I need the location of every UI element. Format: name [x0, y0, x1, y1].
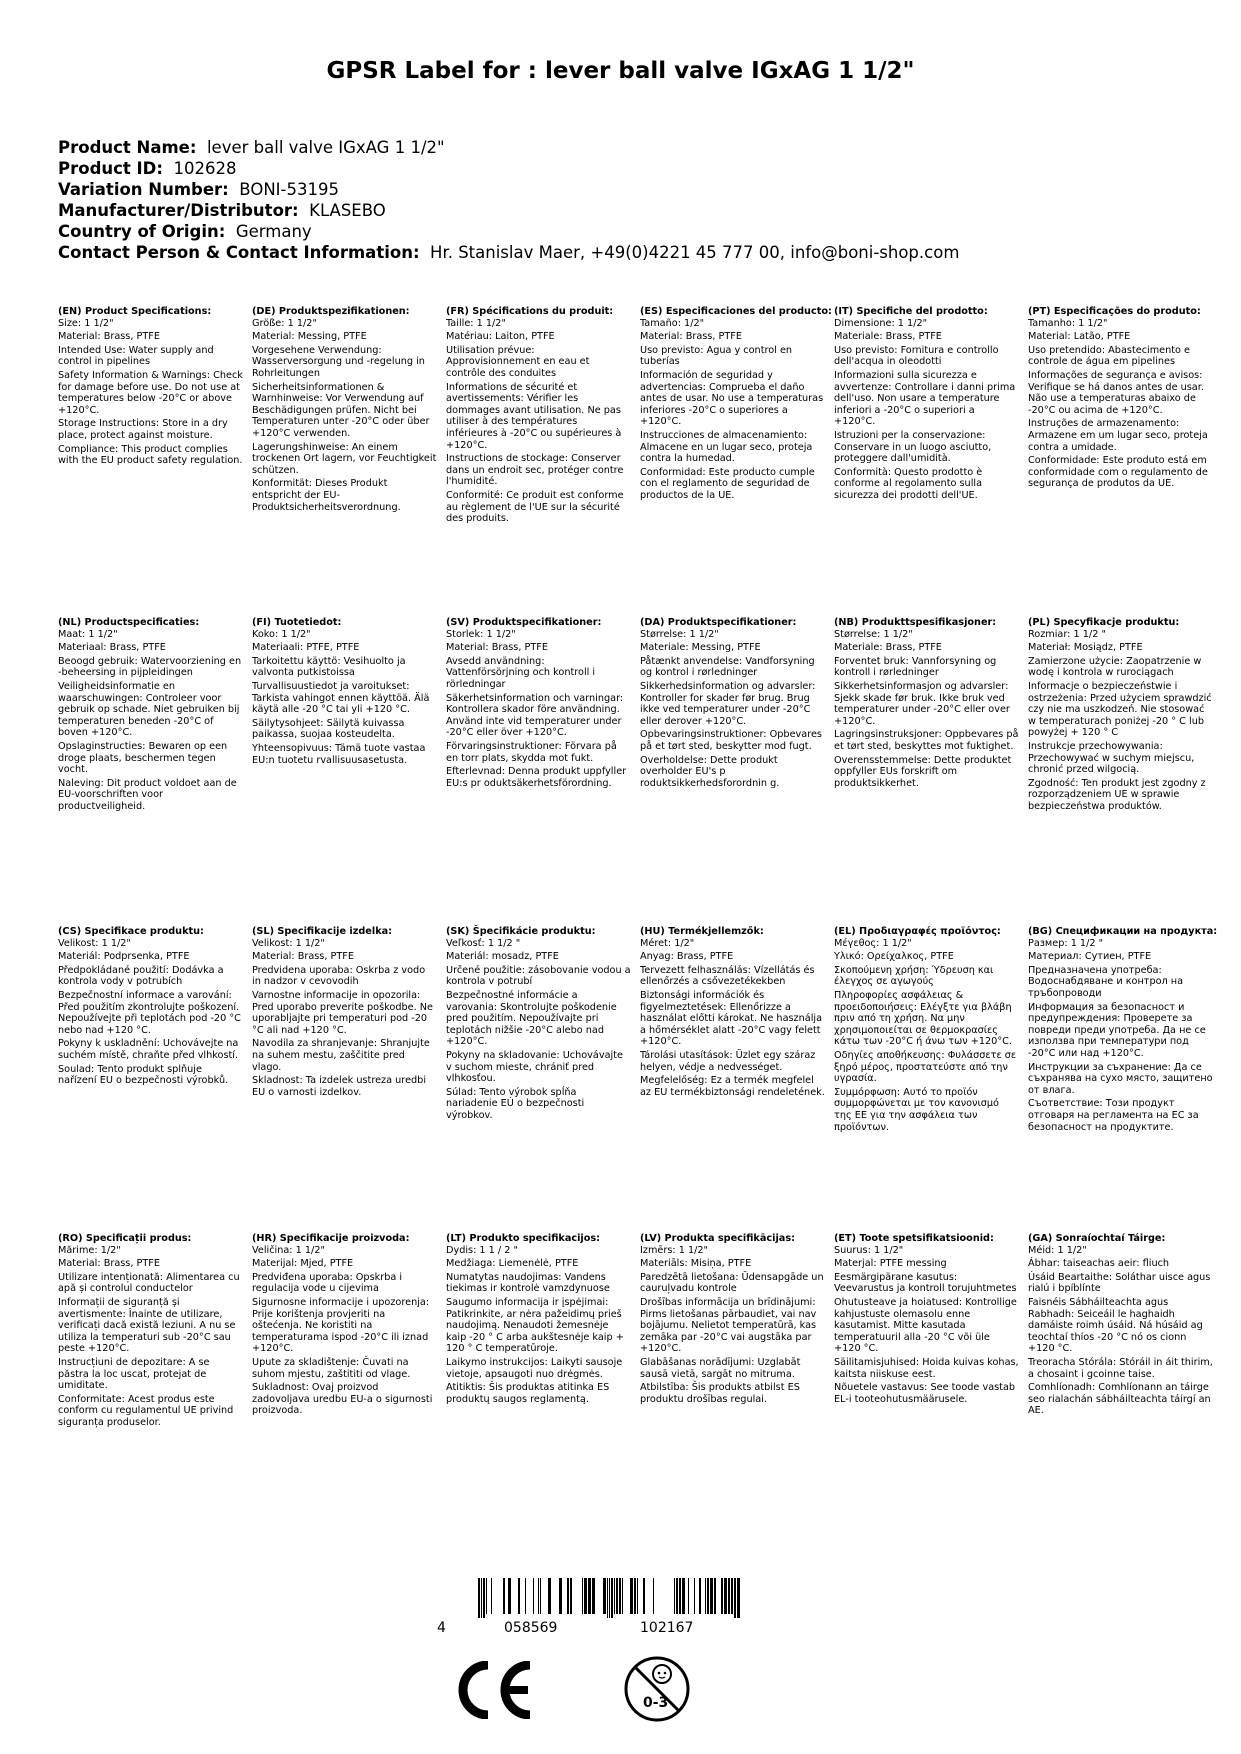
spec-section [252, 1233, 437, 1419]
page-title: GPSR Label for : lever ball valve IGxAG 1 1/2" [326, 58, 915, 84]
barcode-first-digit: 4 [437, 1620, 446, 1636]
spec-line: Zamierzone użycie: Zaopatrzenie w wodę i kontrola w rurociągach [1028, 655, 1202, 679]
spec-section [640, 306, 832, 504]
info-value: lever ball valve IGxAG 1 1/2" [206, 138, 445, 157]
spec-line: Megfelelőség: Ez a termék megfelel az EU termékbiztonsági rendeletének. [640, 1075, 825, 1098]
spec-section [1028, 617, 1213, 815]
spec-line: Suurus: 1 1/2" [834, 1244, 904, 1256]
info-label: Product Name: [58, 138, 197, 157]
spec-line: Paredzētā lietošana: Ūdensapgāde un cauruļvadu kontrole [640, 1271, 824, 1295]
spec-line: Bezpečnostné informácie a varovania: Skontrolujte poškodenie pred použitím. Nepoužívajte pri teplotách nižšie -20°C alebo nad +120°C. [446, 989, 617, 1048]
spec-heading: (BG) Спецификации на продукта: [1028, 926, 1218, 937]
spec-line: Beoogd gebruik: Watervoorziening en -beheersing in pijpleidingen [58, 655, 242, 679]
info-label: Manufacturer/Distributor: [58, 201, 299, 220]
spec-line: Размер: 1 1/2 " [1028, 937, 1104, 949]
spec-section [1028, 926, 1218, 1135]
spec-line: Materiāls: Misiņa, PTFE [640, 1258, 752, 1270]
spec-heading: (FR) Spécifications du produit: [446, 306, 614, 317]
spec-section [58, 306, 243, 469]
spec-heading: (IT) Specifiche del prodotto: [834, 306, 988, 317]
spec-line: Navodila za shranjevanje: Shranjujte na suhem mestu, zaščitite pred vlago. [252, 1038, 430, 1073]
spec-line: Upute za skladištenje: Čuvati na suhom mjestu, zaštititi od vlage. [252, 1356, 411, 1380]
spec-line: Konformität: Dieses Produkt entspricht der EU-Produktsicherheitsverordnung. [252, 478, 401, 513]
spec-line: Materijal: Mjed, PTFE [252, 1258, 354, 1270]
spec-line: Säilitamisjuhised: Hoida kuivas kohas, kaitsta niiskuse eest. [834, 1356, 1019, 1380]
spec-line: Velikost: 1 1/2" [252, 937, 325, 949]
spec-line: Materiál: mosadz, PTFE [446, 951, 559, 963]
spec-line: Pokyny na skladovanie: Uchovávajte v suchom mieste, chrániť pred vlhkosťou. [446, 1049, 623, 1085]
spec-line: Säkerhetsinformation och varningar: Kontrollera skador före användning. Använd inte vid temperaturer under -20°C eller över +120°C. [446, 692, 624, 739]
info-row [58, 200, 959, 221]
spec-line: Sikkerhetsinformasjon og advarsler: Sjekk skade før bruk. Ikke bruk ved temperaturer under -20°C eller over +120°C. [834, 680, 1010, 727]
spec-line: Tarkoitettu käyttö: Vesihuolto ja valvonta putkistoissa [252, 655, 406, 679]
spec-section [58, 1233, 243, 1431]
spec-line: Eesmärgipärane kasutus: Veevarustus ja kontroll torujuhtmetes [834, 1271, 1017, 1295]
spec-line: Material: Brass, PTFE [58, 331, 160, 343]
spec-line: Storage Instructions: Store in a dry place, protect against moisture. [58, 418, 228, 441]
spec-line: Pokyny k uskladnění: Uchovávejte na suchém místě, chraňte před vlhkostí. [58, 1038, 239, 1061]
spec-section [640, 1233, 825, 1407]
spec-line: Informații de siguranță și avertismente: Înainte de utilizare, verificați dacă există leziuni. A nu se utiliza la temperaturi sub -20°C sau peste +120°C. [58, 1296, 236, 1355]
spec-line: Dimensione: 1 1/2" [834, 317, 928, 329]
spec-line: Ábhar: taiseachas aeir: fliuch [1028, 1258, 1170, 1270]
spec-line: Méret: 1/2" [640, 937, 695, 949]
spec-line: Medžiaga: Liemenėlė, PTFE [446, 1258, 579, 1270]
spec-line: Sigurnosne informacije i upozorenja: Prije korištenja provjeriti na oštećenja. Ne koristiti na temperaturama ispod -20°C ili iznad +120°C. [252, 1296, 430, 1355]
spec-line: Υλικό: Ορείχαλκος, PTFE [834, 951, 954, 963]
spec-line: Safety Information & Warnings: Check for damage before use. Do not use at temperatures below -20°C or above +120°C. [58, 369, 243, 416]
spec-line: Taille: 1 1/2" [446, 317, 506, 329]
spec-heading: (NL) Productspecificaties: [58, 617, 200, 628]
spec-line: Tervezett felhasználás: Vízellátás és ellenőrzés a csővezetékekben [640, 964, 815, 988]
info-row [58, 242, 959, 263]
spec-section [58, 926, 243, 1089]
spec-line: Opslaginstructies: Bewaren op een droge plaats, beschermen tegen vocht. [58, 740, 228, 776]
spec-line: Material: Brass, PTFE [446, 642, 548, 654]
spec-heading: (EL) Προδιαγραφές προϊόντος: [834, 926, 1001, 937]
spec-line: Conformidad: Este producto cumple con el reglamento de seguridad de productos de la UE. [640, 466, 815, 501]
spec-line: Größe: 1 1/2" [252, 317, 317, 329]
spec-line: Súlad: Tento výrobok spĺňa nariadenie EÚ o bezpečnosti výrobkov. [446, 1086, 585, 1121]
spec-line: Drošības informācija un brīdinājumi: Pirms lietošanas pārbaudiet, vai nav bojājumu. Nelietot temperatūrā, kas zemāka par -20°C vai augstāka par +120°C. [640, 1296, 817, 1355]
spec-line: Conformità: Questo prodotto è conforme al regolamento sulla sicurezza dei prodotti dell'UE. [834, 466, 983, 501]
spec-line: Instrucciones de almacenamiento: Almacene en un lugar seco, proteja contra la humedad. [640, 429, 813, 465]
spec-line: Faisnéis Sábháilteachta agus Rabhadh: Seiceáil le haghaidh damáiste roimh úsáid. Ná húsáid ag teochtaí thíos -20 °C nó os cionn +120 °C. [1028, 1296, 1203, 1355]
spec-line: Intended Use: Water supply and control in pipelines [58, 344, 214, 368]
spec-line: Størrelse: 1 1/2" [834, 628, 913, 640]
spec-heading: (SL) Specifikacije izdelka: [252, 926, 393, 937]
spec-line: Sikkerhedsinformation og advarsler: Kontroller for skader før brug. Brug ikke ved temperaturer under -20°C eller derover +120°C. [640, 680, 816, 727]
spec-line: Numatytas naudojimas: Vandens tiekimas ir kontrolė vamzdynuose [446, 1271, 610, 1295]
spec-line: Størrelse: 1 1/2" [640, 628, 719, 640]
spec-line: Informacje o bezpieczeństwie i ostrzeżenia: Przed użyciem sprawdzić czy nie ma uszkodzeń. Nie stosować w temperaturach poniżej -20 ° C lub powyżej + 120 ° C [1028, 680, 1212, 739]
spec-section [252, 617, 437, 768]
info-value: Hr. Stanislav Maer, +49(0)4221 45 777 00, info@boni-shop.com [430, 243, 960, 262]
spec-line: Säilytysohjeet: Säilytä kuivassa paikassa, suojaa kosteudelta. [252, 717, 405, 741]
spec-line: Určené použitie: zásobovanie vodou a kontrola v potrubí [446, 964, 631, 988]
spec-section [252, 926, 437, 1100]
info-row [58, 179, 959, 200]
spec-line: Tamanho: 1 1/2" [1028, 317, 1108, 329]
spec-line: Uso pretendido: Abastecimento e controle de água em pipelines [1028, 344, 1191, 368]
spec-line: Informações de segurança e avisos: Verifique se há danos antes de usar. Não use a temperaturas abaixo de -20°C ou acima de +120°C. [1028, 369, 1204, 416]
spec-line: Μέγεθος: 1 1/2" [834, 937, 912, 949]
spec-line: Utilizare intenționată: Alimentarea cu apă și controlul conductelor [58, 1271, 240, 1295]
spec-line: Tamaño: 1/2" [640, 317, 705, 329]
spec-line: Maat: 1 1/2" [58, 628, 118, 640]
spec-line: Predvidena uporaba: Oskrba z vodo in nadzor v cevovodih [252, 964, 426, 988]
spec-line: Laikymo instrukcijos: Laikyti sausoje vietoje, apsaugoti nuo drėgmės. [446, 1356, 623, 1380]
spec-heading: (RO) Specificații produs: [58, 1233, 192, 1244]
spec-line: Materiál: Podprsenka, PTFE [58, 951, 190, 963]
spec-section [640, 617, 825, 791]
info-label: Country of Origin: [58, 222, 226, 241]
spec-section [446, 306, 631, 527]
spec-line: Yhteensopivuus: Tämä tuote vastaa EU:n tuotetu rvallisuusasetusta. [252, 742, 426, 766]
spec-heading: (ES) Especificaciones del producto: [640, 306, 832, 317]
spec-line: Conformidade: Este produto está em conformidade com o regulamento de segurança de produtos da UE. [1028, 455, 1208, 490]
spec-line: Materiale: Brass, PTFE [834, 331, 942, 343]
spec-line: Veľkosť: 1 1/2 " [446, 937, 521, 949]
spec-line: Efterlevnad: Denna produkt uppfyller EU:s pr oduktsäkerhetsförordning. [446, 766, 627, 789]
spec-line: Saugumo informacija ir įspėjimai: Patikrinkite, ar nėra pažeidimų prieš naudojimą. Nenaudoti žemesnėje kaip -20 ° C arba aukštesnėje kaip + 120 ° C temperatūroje. [446, 1296, 624, 1355]
spec-line: Predviđena uporaba: Opskrba i regulacija vode u cijevima [252, 1271, 403, 1295]
spec-line: Velikost: 1 1/2" [58, 937, 131, 949]
spec-line: Treoracha Stórála: Stóráil in áit thirim, a chosaint i gcoinne taise. [1028, 1356, 1213, 1380]
spec-line: Bezpečnostní informace a varování: Před použitím zkontrolujte poškození. Nepoužívejte při teplotách pod -20 °C nebo nad +120 °C. [58, 989, 241, 1036]
spec-line: Σκοπούμενη χρήση: Ύδρευση και έλεγχος σε αγωγούς [834, 964, 994, 988]
spec-line: Materiaal: Brass, PTFE [58, 642, 166, 654]
spec-line: Información de seguridad y advertencias: Comprueba el daño antes de usar. No use a temperaturas inferiores -20°C o superiores a +120°C. [640, 369, 824, 428]
spec-line: Méid: 1 1/2" [1028, 1244, 1087, 1256]
barcode-right-digits: 102167 [640, 1620, 694, 1636]
spec-section [446, 1233, 631, 1407]
info-row [58, 137, 959, 158]
spec-line: Mărime: 1/2" [58, 1244, 121, 1256]
spec-line: Opbevaringsinstruktioner: Opbevares på et tørt sted, beskytter mod fugt. [640, 729, 822, 752]
spec-section [446, 926, 631, 1124]
spec-line: Overensstemmelse: Dette produktet oppfyller EUs forskrift om produktsikkerhet. [834, 754, 1012, 789]
spec-line: Lagerungshinweise: An einem trockenen Ort lagern, vor Feuchtigkeit schützen. [252, 441, 437, 476]
spec-heading: (DE) Produktspezifikationen: [252, 306, 410, 317]
spec-line: Nõuetele vastavus: See toode vastab EL-i tooteohutusmäärusele. [834, 1382, 1016, 1405]
spec-heading: (FI) Tuotetiedot: [252, 617, 342, 628]
info-row [58, 221, 959, 242]
spec-line: Dydis: 1 1 / 2 " [446, 1244, 518, 1256]
spec-line: Instrukcje przechowywania: Przechowywać w suchym miejscu, chronić przed wilgocią. [1028, 740, 1195, 776]
spec-heading: (NB) Produkttspesifikasjoner: [834, 617, 997, 628]
spec-line: Rozmiar: 1 1/2 " [1028, 628, 1106, 640]
spec-line: Matériau: Laiton, PTFE [446, 331, 555, 343]
spec-line: Materiał: Mosiądz, PTFE [1028, 642, 1143, 654]
spec-line: Atitiktis: Šis produktas atitinka ES produktų saugos reglamentą. [446, 1382, 610, 1405]
spec-line: Tárolási utasítások: Üzlet egy száraz helyen, védje a nedvességet. [640, 1049, 816, 1073]
spec-line: Sicherheitsinformationen & Warnhinweise: Vor Verwendung auf Beschädigungen prüfen. Nicht bei Temperaturen unter -20°C oder über +120°C verwenden. [252, 381, 430, 439]
spec-section [58, 617, 243, 815]
spec-line: Turvallisuustiedot ja varoitukset: Tarkista vahingot ennen käyttöä. Älä käytä alle -20 °C tai yli +120 °C. [252, 680, 430, 716]
spec-line: Material: Brass, PTFE [58, 1258, 160, 1270]
spec-line: Lagringsinstruksjoner: Oppbevares på et tørt sted, beskyttes mot fuktighet. [834, 729, 1019, 752]
spec-line: Comhlíonadh: Comhlíonann an táirge seo rialachán sábháilteachta táirgí an AE. [1028, 1382, 1211, 1417]
spec-heading: (HU) Termékjellemzők: [640, 926, 764, 937]
spec-line: Vorgesehene Verwendung: Wasserversorgung und -regelung in Rohrleitungen [252, 344, 425, 379]
barcode [478, 1578, 740, 1618]
spec-line: Biztonsági információk és figyelmeztetések: Ellenőrizze a használat előtti károkat. Ne használja a hőmérséklet alatt -20°C vagy felett +120°C. [640, 989, 823, 1048]
spec-line: Varnostne informacije in opozorila: Pred uporabo preverite poškodbe. Ne uporabljajte pri temperaturi pod -20 °C ali nad +120 °C. [252, 989, 433, 1036]
spec-line: Overholdelse: Dette produkt overholder EU's p roduktsikkerhedsforordnin g. [640, 754, 780, 789]
spec-line: Uso previsto: Agua y control en tuberías [640, 344, 793, 368]
spec-line: Съответствие: Този продукт отговаря на регламента на ЕС за безопасност на продуктите. [1028, 1098, 1199, 1133]
spec-heading: (SK) Špecifikácie produktu: [446, 926, 596, 937]
spec-line: Materiale: Messing, PTFE [640, 642, 761, 654]
info-label: Product ID: [58, 159, 163, 178]
age-label: 0-3 [643, 1695, 669, 1711]
spec-line: Instructions de stockage: Conserver dans un endroit sec, protéger contre l'humidité. [446, 453, 624, 488]
spec-section [834, 926, 1019, 1135]
spec-line: Soulad: Tento produkt splňuje nařízení EU o bezpečnosti výrobků. [58, 1063, 229, 1087]
spec-heading: (HR) Specifikacije proizvoda: [252, 1233, 410, 1244]
spec-heading: (SV) Produktspecifikationer: [446, 617, 602, 628]
spec-heading: (PT) Especificações do produto: [1028, 306, 1201, 317]
spec-line: Инструкции за съхранение: Да се съхранява на сухо място, защитено от влага. [1028, 1061, 1213, 1096]
spec-line: Påtænkt anvendelse: Vandforsyning og kontrol i rørledninger [640, 655, 815, 679]
spec-section [1028, 1233, 1213, 1419]
spec-line: Zgodność: Ten produkt jest zgodny z rozporządzeniem UE w sprawie bezpieczeństwa produktów. [1028, 777, 1206, 812]
info-row [58, 158, 959, 179]
barcode-left-digits: 058569 [504, 1620, 558, 1636]
spec-line: Istruzioni per la conservazione: Conservare in un luogo asciutto, proteggere dall'umidità. [834, 429, 992, 465]
info-value: 102628 [173, 159, 237, 178]
spec-line: Atbilstība: Šis produkts atbilst ES produktu drošības regulai. [640, 1382, 800, 1405]
spec-section [1028, 306, 1213, 492]
spec-line: Instrucțiuni de depozitare: A se păstra la loc uscat, protejat de umiditate. [58, 1356, 210, 1392]
spec-heading: (GA) Sonraíochtaí Táirge: [1028, 1233, 1166, 1244]
spec-line: Material: Latão, PTFE [1028, 331, 1131, 343]
spec-line: Material: Brass, PTFE [640, 331, 742, 343]
spec-line: Sukladnost: Ovaj proizvod zadovoljava uredbu EU-a o sigurnosti proizvoda. [252, 1382, 433, 1417]
spec-line: Skladnost: Ta izdelek ustreza uredbi EU o varnosti izdelkov. [252, 1075, 427, 1098]
spec-line: Veiligheidsinformatie en waarschuwingen: Controleer voor gebruik op schade. Niet gebruiken bij temperaturen beneden -20°C of boven +120°C. [58, 680, 240, 739]
product-info [58, 137, 959, 263]
spec-heading: (CS) Specifikace produktu: [58, 926, 204, 937]
spec-line: Izmērs: 1 1/2" [640, 1244, 709, 1256]
spec-line: Förvaringsinstruktioner: Förvara på en torr plats, skydda mot fukt. [446, 740, 617, 764]
spec-line: Οδηγίες αποθήκευσης: Φυλάσσετε σε ξηρό μέρος, προστατεύστε από την υγρασία. [834, 1049, 1017, 1085]
spec-line: Πληροφορίες ασφάλειας & προειδοποιήσεις: Ελέγξτε για βλάβη πριν από τη χρήση. Να μην χρησιμοποιείται σε θερμοκρασίες κάτω των -20°C ή άνω των +120°C. [834, 989, 1013, 1048]
info-label: Variation Number: [58, 180, 229, 199]
spec-line: Glabāšanas norādījumi: Uzglabāt sausā vietā, sargāt no mitruma. [640, 1356, 801, 1380]
spec-line: Size: 1 1/2" [58, 317, 114, 329]
spec-section [446, 617, 631, 791]
info-value: BONI-53195 [239, 180, 339, 199]
spec-line: Informations de sécurité et avertissements: Vérifier les dommages avant utilisation. Ne pas utiliser à des températures inférieures à -20°C ou supérieures à +120°C. [446, 381, 622, 451]
spec-line: Material: Brass, PTFE [252, 951, 354, 963]
spec-line: Material: Messing, PTFE [252, 331, 367, 343]
spec-section [834, 1233, 1019, 1407]
spec-line: Předpokládané použití: Dodávka a kontrola vody v potrubích [58, 964, 224, 988]
spec-line: Koko: 1 1/2" [252, 628, 311, 640]
spec-line: Veličina: 1 1/2" [252, 1244, 325, 1256]
spec-line: Информация за безопасност и предупреждения: Проверете за повреди преди употреба. Да не се използва при температури под -20°C или над +120°C. [1028, 1001, 1206, 1059]
spec-heading: (LT) Produkto specifikacijos: [446, 1233, 601, 1244]
spec-heading: (DA) Produktspecifikationer: [640, 617, 797, 628]
not-for-children-0-3-icon [622, 1654, 692, 1724]
info-value: Germany [235, 222, 312, 241]
spec-line: Forventet bruk: Vannforsyning og kontroll i rørledninger [834, 655, 997, 679]
spec-line: Conformitate: Acest produs este conform cu regulamentul UE privind siguranța produselor. [58, 1393, 234, 1428]
spec-line: Anyag: Brass, PTFE [640, 951, 734, 963]
spec-line: Materjal: PTFE messing [834, 1258, 947, 1270]
spec-line: Uso previsto: Fornitura e controllo dell'acqua in oleodotti [834, 344, 999, 368]
spec-heading: (PL) Specyfikacje produktu: [1028, 617, 1180, 628]
spec-line: Materiale: Brass, PTFE [834, 642, 942, 654]
spec-line: Storlek: 1 1/2" [446, 628, 516, 640]
spec-section [834, 306, 1019, 504]
spec-section [834, 617, 1019, 791]
spec-line: Avsedd användning: Vattenförsörjning och kontroll i rörledningar [446, 655, 596, 690]
spec-section [252, 306, 437, 515]
spec-line: Úsáid Beartaithe: Soláthar uisce agus rialú i bpíblínte [1028, 1271, 1211, 1295]
ce-mark-icon [450, 1661, 534, 1719]
spec-heading: (ET) Toote spetsifikatsioonid: [834, 1233, 994, 1244]
spec-line: Materiaali: PTFE, PTFE [252, 642, 360, 654]
spec-line: Compliance: This product complies with the EU product safety regulation. [58, 443, 243, 467]
info-label: Contact Person & Contact Information: [58, 243, 420, 262]
spec-line: Informazioni sulla sicurezza e avvertenze: Controllare i danni prima dell'uso. Non usare a temperature inferiori a -20°C o superiori a +120°C. [834, 369, 1016, 428]
spec-heading: (LV) Produkta specifikācijas: [640, 1233, 795, 1244]
spec-line: Предназначена употреба: Водоснабдяване и контрол на тръбопроводи [1028, 964, 1184, 999]
spec-line: Instruções de armazenamento: Armazene em um lugar seco, proteja contra a umidade. [1028, 418, 1208, 453]
spec-line: Συμμόρφωση: Αυτό το προϊόν συμμορφώνεται με τον κανονισμό της ΕΕ για την ασφάλεια των προϊόντων. [834, 1086, 999, 1133]
spec-line: Utilisation prévue: Approvisionnement en eau et contrôle des conduites [446, 344, 590, 379]
spec-heading: (EN) Product Specifications: [58, 306, 212, 317]
info-value: KLASEBO [309, 201, 386, 220]
spec-line: Conformité: Ce produit est conforme au règlement de l'UE sur la sécurité des produits. [446, 489, 624, 525]
spec-line: Naleving: Dit product voldoet aan de EU-voorschriften voor productveiligheid. [58, 777, 237, 812]
spec-section [640, 926, 825, 1100]
spec-line: Ohutusteave ja hoiatused: Kontrollige kahjustuste olemasolu enne kasutamist. Mitte kasutada temperatuuril alla -20 °C või üle +120 °C. [834, 1296, 1017, 1355]
spec-line: Материал: Сутиен, PTFE [1028, 951, 1152, 963]
